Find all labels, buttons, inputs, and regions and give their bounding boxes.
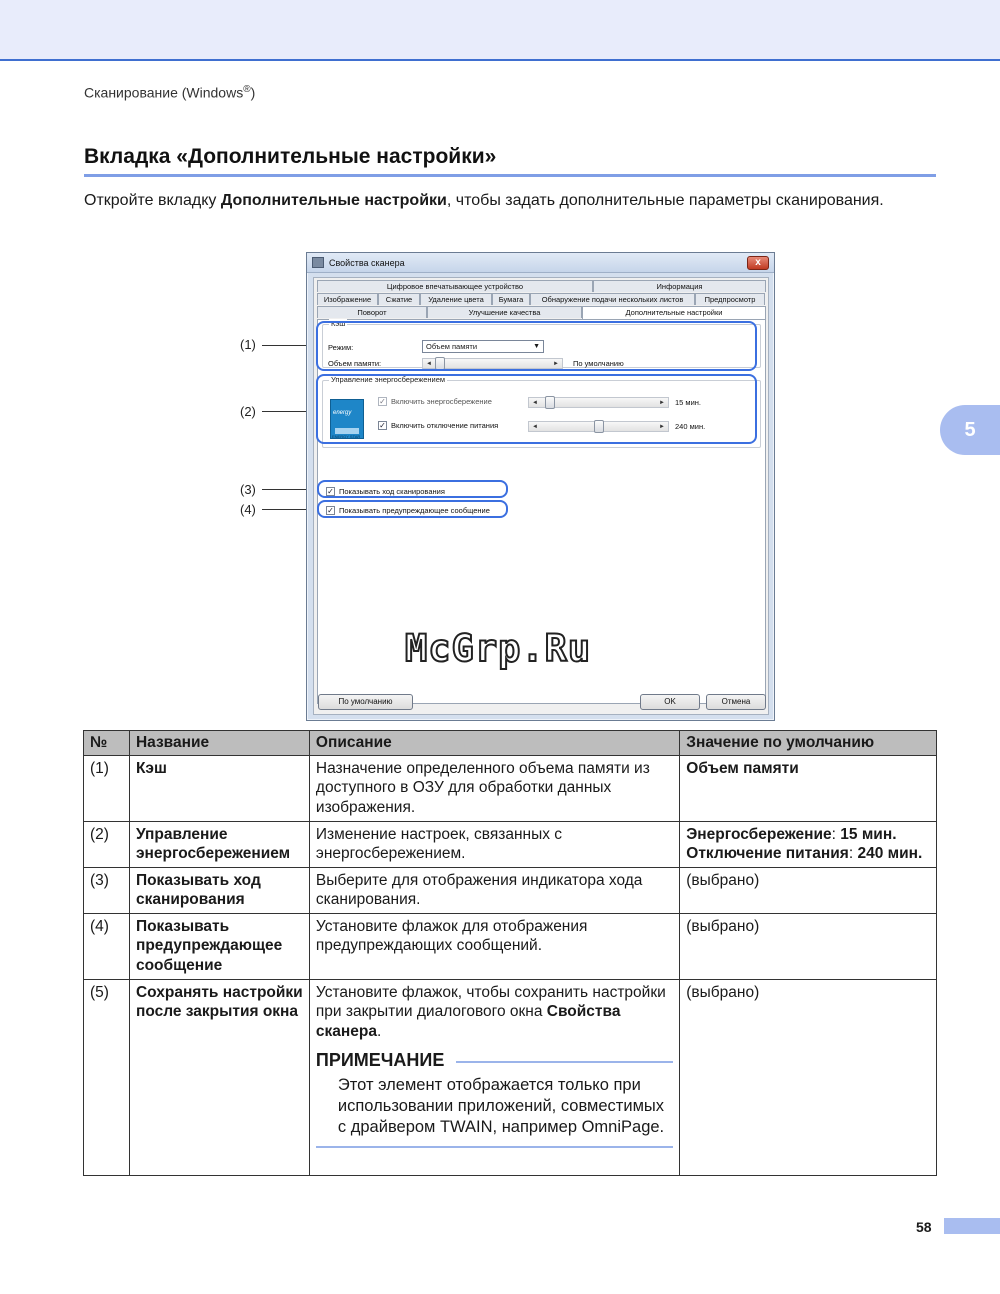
default-poweroff-value: 240 мин. <box>857 845 923 862</box>
note-rule <box>456 1061 673 1063</box>
row-default: (выбрано) <box>680 979 937 1175</box>
dialog-title: Свойства сканера <box>329 258 405 268</box>
slider-left-arrow-icon[interactable]: ◄ <box>532 400 538 406</box>
tab-paper[interactable]: Бумага <box>492 293 530 305</box>
show-progress-checkbox[interactable]: ✓ <box>327 487 334 496</box>
power-group-label: Управление энергосбережением <box>331 375 446 384</box>
power-off-value: 240 мин. <box>675 422 706 431</box>
row-default: Объем памяти <box>680 755 937 821</box>
tab-quality-enhancement[interactable]: Улучшение качества <box>427 306 582 318</box>
tab-advanced-settings[interactable]: Дополнительные настройки <box>582 306 766 320</box>
header-description: Описание <box>309 731 679 756</box>
mode-select-value: Объем памяти <box>426 342 478 351</box>
row-number: (1) <box>84 755 130 821</box>
tab-row-1 <box>317 280 766 292</box>
header-default: Значение по умолчанию <box>680 731 937 756</box>
table-row <box>84 979 937 1175</box>
slider-right-arrow-icon[interactable]: ► <box>553 361 559 367</box>
tab-digital-imprinter[interactable]: Цифровое впечатывающее устройство <box>317 280 593 292</box>
desc-bold-text: Свойства сканера <box>315 1003 621 1040</box>
energy-saving-label: Включить энергосбережение <box>391 397 492 406</box>
note-title: ПРИМЕЧАНИЕ <box>315 1050 445 1070</box>
tab-color-dropout[interactable]: Удаление цвета <box>420 293 492 305</box>
slider-right-arrow-icon[interactable]: ► <box>659 424 665 430</box>
slider-right-arrow-icon[interactable]: ► <box>659 400 665 406</box>
row-default: (выбрано) <box>680 867 937 913</box>
slider-left-arrow-icon[interactable]: ◄ <box>426 361 432 367</box>
header-name: Название <box>129 731 309 756</box>
table-row <box>84 913 937 979</box>
watermark: McGrp.Ru <box>405 627 592 670</box>
row-description: Назначение определенного объема памяти из доступного в ОЗУ для обработки данных изображения. <box>309 755 679 821</box>
power-off-checkbox[interactable]: ✓ <box>379 421 386 430</box>
memory-label: Объем памяти: <box>328 359 382 368</box>
memory-default-label: По умолчанию <box>573 359 624 368</box>
energy-saving-checkbox[interactable]: ✓ <box>379 397 386 406</box>
highlight-power <box>316 374 757 444</box>
row-name: Сохранять настройки после закрытия окна <box>129 979 309 1175</box>
tab-rotation[interactable]: Поворот <box>317 306 427 318</box>
default-energy-value: 15 мин. <box>840 825 897 843</box>
desc-end: . <box>376 1022 382 1040</box>
highlight-progress <box>317 480 508 498</box>
highlight-warning <box>317 500 508 518</box>
tab-compression[interactable]: Сжатие <box>378 293 420 305</box>
mode-label: Режим: <box>328 343 354 352</box>
callout-3: (3) <box>240 482 256 497</box>
chapter-tab: 5 <box>940 405 1000 455</box>
page-number: 58 <box>916 1219 932 1235</box>
row-default: Энергосбережение: 15 мин. Отключение питания: 240 мин. <box>680 821 937 867</box>
callout-4: (4) <box>240 502 256 517</box>
tab-information[interactable]: Информация <box>593 280 766 292</box>
row-description: Выберите для отображения индикатора хода сканирования. <box>309 867 679 913</box>
energy-logo-text: energy <box>333 410 352 416</box>
running-header: Сканирование (Windows®) <box>84 84 256 101</box>
parameters-table <box>83 730 937 1176</box>
intro-paragraph: Откройте вкладку Дополнительные настройки, чтобы задать дополнительные параметры сканирования. <box>84 192 884 209</box>
row-name: Показывать ход сканирования <box>129 867 309 913</box>
show-warning-checkbox[interactable]: ✓ <box>327 506 334 515</box>
energy-star-text: ENERGY STAR <box>332 434 361 439</box>
tab-row-3 <box>317 306 766 320</box>
tab-multifeed-detection[interactable]: Обнаружение подачи нескольких листов <box>530 293 695 305</box>
table-row <box>84 755 937 821</box>
section-title: Вкладка «Дополнительные настройки» <box>84 145 497 168</box>
top-band <box>0 0 1000 61</box>
callout-1: (1) <box>240 337 256 352</box>
table-row <box>84 821 937 867</box>
row-description: Установите флажок для отображения предупреждающих сообщений. <box>309 913 679 979</box>
close-icon[interactable]: x <box>747 256 769 270</box>
desc-text: Установите флажок, чтобы сохранить настройки при закрытии диалогового окна <box>315 983 666 1020</box>
note-bottom-rule <box>316 1146 673 1148</box>
note-text: Этот элемент отображается только при использовании приложений, совместимых с драйвером TWAIN, например OmniPage. <box>337 1075 665 1136</box>
energy-saving-value: 15 мин. <box>675 398 701 407</box>
row-name: Управление энергосбережением <box>129 821 309 867</box>
default-button[interactable]: По умолчанию <box>318 694 413 710</box>
cancel-button[interactable]: Отмена <box>706 694 766 710</box>
row-number: (2) <box>84 821 130 867</box>
row-description <box>309 979 679 1175</box>
show-progress-label: Показывать ход сканирования <box>339 487 445 496</box>
show-warning-label: Показывать предупреждающее сообщение <box>339 506 490 515</box>
highlight-cache <box>316 321 757 371</box>
header-number: № <box>84 731 130 756</box>
title-rule <box>84 174 936 177</box>
callout-2: (2) <box>240 404 256 419</box>
row-number: (5) <box>84 979 130 1175</box>
note-heading <box>316 1051 673 1071</box>
table-header-row <box>84 731 937 756</box>
tab-image[interactable]: Изображение <box>317 293 378 305</box>
power-off-label: Включить отключение питания <box>391 421 499 430</box>
ok-button[interactable]: OK <box>640 694 700 710</box>
slider-left-arrow-icon[interactable]: ◄ <box>532 424 538 430</box>
row-name: Кэш <box>129 755 309 821</box>
cache-group-label: Кэш <box>331 319 346 328</box>
row-number: (4) <box>84 913 130 979</box>
chevron-down-icon: ▼ <box>533 343 540 350</box>
row-default: (выбрано) <box>680 913 937 979</box>
default-energy-label: Энергосбережение <box>686 825 832 843</box>
table-row <box>84 867 937 913</box>
dialog-titlebar <box>307 253 774 273</box>
row-description: Изменение настроек, связанных с энергосбережением. <box>309 821 679 867</box>
tab-row-2 <box>317 293 765 305</box>
row-number: (3) <box>84 867 130 913</box>
row-name: Показывать предупреждающее сообщение <box>129 913 309 979</box>
tab-preview[interactable]: Предпросмотр <box>695 293 765 305</box>
page-number-bar <box>944 1218 1000 1234</box>
default-poweroff-label: Отключение питания <box>686 845 849 862</box>
scanner-app-icon <box>312 257 324 268</box>
